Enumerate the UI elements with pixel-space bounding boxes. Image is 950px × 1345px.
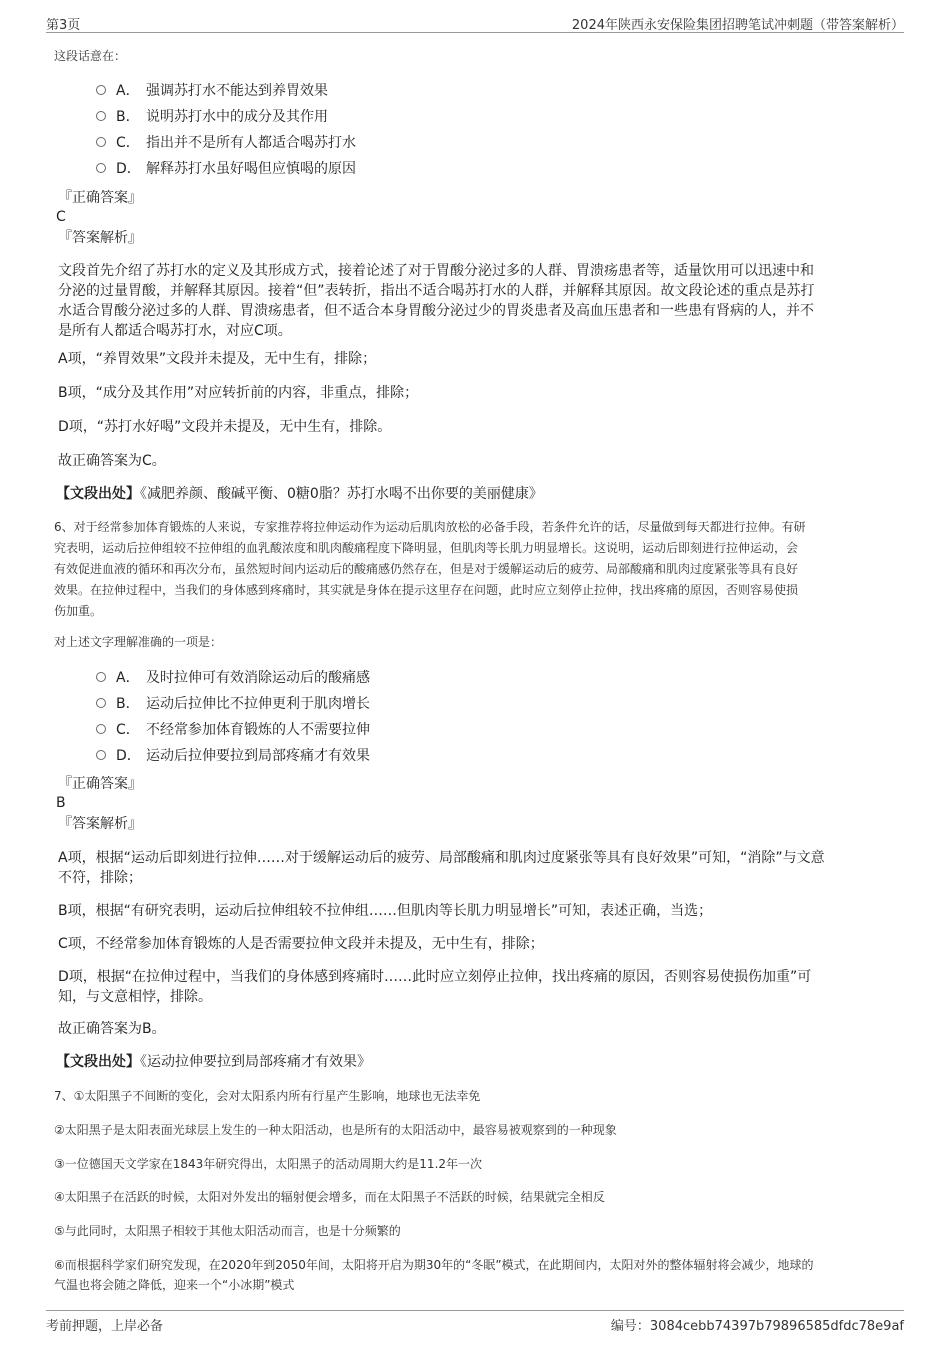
q7-statement-1: 7、①太阳黑子不间断的变化，会对太阳系内所有行星产生影响，地球也无法幸免	[54, 1089, 481, 1103]
q6-conclusion: 故正确答案为B。	[58, 1021, 166, 1037]
page-header	[46, 10, 904, 33]
q7-statement-3: ③一位德国天文学家在1843年研究得出，太阳黑子的活动周期大约是11.2年一次	[54, 1157, 483, 1171]
radio-icon[interactable]	[96, 111, 106, 121]
radio-icon[interactable]	[96, 724, 106, 734]
radio-icon[interactable]	[96, 672, 106, 682]
radio-icon[interactable]	[96, 137, 106, 147]
q5-analysis-label: 『答案解析』	[58, 230, 142, 246]
source-title: 《减肥养颜、酸碱平衡、0糖0脂？苏打水喝不出你要的美丽健康》	[140, 486, 543, 502]
page-footer	[46, 1310, 904, 1333]
q6-prompt: 对上述文字理解准确的一项是：	[54, 635, 223, 649]
q7-statement-2: ②太阳黑子是太阳表面光球层上发生的一种太阳活动，也是所有的太阳活动中，最容易被观察到的一种现象	[54, 1123, 617, 1137]
q6-option-c[interactable]: C． 不经常参加体育锻炼的人不需要拉伸	[96, 719, 370, 741]
q6-option-b[interactable]: B． 运动后拉伸比不拉伸更利于肌肉增长	[96, 693, 370, 715]
page-number: 第3页	[46, 18, 81, 33]
q5-option-d[interactable]: D． 解释苏打水虽好喝但应慎喝的原因	[96, 158, 356, 180]
q5-answer-label: 『正确答案』	[58, 190, 142, 206]
q5-note-d: D项，“苏打水好喝”文段并未提及，无中生有，排除。	[58, 419, 392, 435]
q5-note-a: A项，“养胃效果”文段并未提及，无中生有，排除；	[58, 351, 377, 367]
q6-note-a: A项，根据“运动后即刻进行拉伸……对于缓解运动后的疲劳、局部酸痛和肌肉过度紧张等具有良好效果”可知，“消除”与文意 不符，排除；	[58, 850, 825, 886]
source-label: 【文段出处】	[56, 486, 140, 502]
q5-conclusion: 故正确答案为C。	[58, 453, 166, 469]
q5-answer: C	[56, 209, 66, 225]
q5-analysis: 文段首先介绍了苏打水的定义及其形成方式，接着论述了对于胃酸分泌过多的人群、胃溃疡患者等，适量饮用可以迅速中和 分泌的过量胃酸，并解释其原因。接着“但”表转折，指出不适合喝苏打水的人群，并解释其原因。故文段论述的重点是苏打 水适合胃酸分泌过多的人群、胃溃疡患者，但不适合本身胃酸分泌过少的胃炎患者及高血压患者和一些患有肾病的人，并不 是所有人都适合喝苏打水，对应C项。	[58, 263, 815, 339]
radio-icon[interactable]	[96, 85, 106, 95]
q6-stem: 6、对于经常参加体育锻炼的人来说，专家推荐将拉伸运动作为运动后肌肉放松的必备手段，若条件允许的话，尽量做到每天都进行拉伸。有研 究表明，运动后拉伸组较不拉伸组的血乳酸浓度和肌肉酸痛程度下降明显，但肌肉等长肌力明显增长。这说明，运动后即刻进行拉伸运动，会 有效促进血液的循环和再次分布，虽然短时间内运动后的酸痛感仍然存在，但是对于缓解运动后的疲劳、局部酸痛和肌肉过度紧张等具有良好 效果。在拉伸过程中，当我们的身体感到疼痛时，其实就是身体在提示这里存在问题，此时应立刻停止拉伸，找出疼痛的原因，否则容易使损 伤加重。	[54, 520, 806, 618]
q6-answer: B	[56, 795, 66, 811]
q5-prompt: 这段话意在：	[54, 49, 127, 63]
q6-source	[56, 1052, 886, 1072]
document-title: 2024年陕西永安保险集团招聘笔试冲刺题（带答案解析）	[571, 18, 904, 33]
source-label: 【文段出处】	[56, 1054, 140, 1070]
q7-statement-4: ④太阳黑子在活跃的时候，太阳对外发出的辐射便会增多，而在太阳黑子不活跃的时候，结果就完全相反	[54, 1190, 605, 1204]
q6-note-b: B项，根据“有研究表明，运动后拉伸组较不拉伸组……但肌肉等长肌力明显增长”可知，表述正确，当选；	[58, 903, 713, 919]
q5-note-b: B项，“成分及其作用”对应转折前的内容，非重点，排除；	[58, 385, 419, 401]
q5-source	[56, 484, 886, 504]
q5-option-a[interactable]: A． 强调苏打水不能达到养胃效果	[96, 80, 328, 102]
q6-note-c: C项，不经常参加体育锻炼的人是否需要拉伸文段并未提及，无中生有，排除；	[58, 936, 544, 952]
q7-statement-6: ⑥而根据科学家们研究发现，在2020年到2050年间，太阳将开启为期30年的“冬眠”模式，在此期间内，太阳对外的整体辐射将会减少，地球的 气温也将会随之降低，迎来一个“小冰期”模式	[54, 1258, 814, 1292]
q7-statement-5: ⑤与此同时，太阳黑子相较于其他太阳活动而言，也是十分频繁的	[54, 1224, 401, 1238]
radio-icon[interactable]	[96, 698, 106, 708]
q6-option-a[interactable]: A． 及时拉伸可有效消除运动后的酸痛感	[96, 667, 370, 689]
q6-note-d: D项，根据“在拉伸过程中，当我们的身体感到疼痛时……此时应立刻停止拉伸，找出疼痛的原因，否则容易使损伤加重”可 知，与文意相悖，排除。	[58, 969, 812, 1005]
source-title: 《运动拉伸要拉到局部疼痛才有效果》	[140, 1054, 371, 1070]
footer-motto: 考前押题，上岸必备	[46, 1319, 164, 1334]
radio-icon[interactable]	[96, 163, 106, 173]
q6-answer-label: 『正确答案』	[58, 776, 142, 792]
q5-option-b[interactable]: B． 说明苏打水中的成分及其作用	[96, 106, 328, 128]
q6-option-d[interactable]: D． 运动后拉伸要拉到局部疼痛才有效果	[96, 745, 370, 767]
radio-icon[interactable]	[96, 750, 106, 760]
document-serial: 编号：3084cebb74397b79896585dfdc78e9af	[610, 1319, 904, 1334]
q5-option-c[interactable]: C． 指出并不是所有人都适合喝苏打水	[96, 132, 356, 154]
q6-analysis-label: 『答案解析』	[58, 816, 142, 832]
